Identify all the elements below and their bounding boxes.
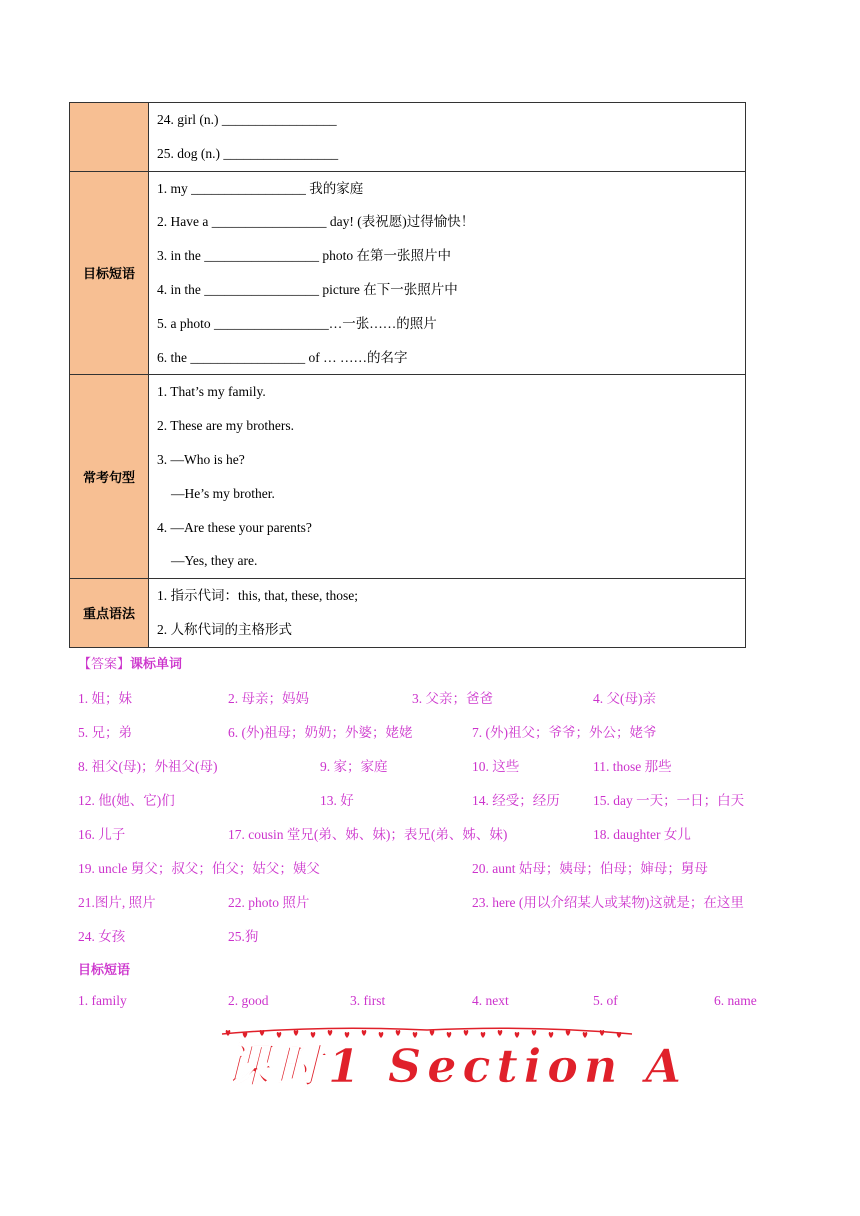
heart-ornament <box>532 1030 537 1036</box>
row-content <box>149 579 746 648</box>
table-line <box>157 544 745 578</box>
line-text: —Yes, they are. <box>171 553 258 569</box>
heart-ornament <box>294 1030 299 1036</box>
answer-item: 4. 父(母)亲 <box>593 691 656 706</box>
summary-table <box>69 102 746 648</box>
section-logo <box>222 1022 688 1093</box>
heart-ornament <box>226 1030 231 1036</box>
answer-item: 2. 母亲；妈妈 <box>228 691 309 706</box>
row-content <box>149 171 746 375</box>
answer-row <box>78 891 838 911</box>
heart-ornament <box>583 1032 588 1038</box>
answer-item: 20. aunt 姑母；姨母；伯母；婶母；舅母 <box>472 861 708 876</box>
answer-item: 18. daughter 女儿 <box>593 827 691 842</box>
heart-ornament <box>498 1030 503 1036</box>
table-row <box>70 375 746 579</box>
answer-item: 10. 这些 <box>472 759 520 774</box>
row-label: 重点语法 <box>70 579 149 648</box>
table-line: 24. girl (n.) _________________ <box>157 112 337 127</box>
heart-ornament <box>600 1030 605 1036</box>
answer-row <box>78 755 838 775</box>
answer-item: 5. of <box>593 993 618 1008</box>
row-content <box>149 103 746 172</box>
row-label: 目标短语 <box>70 171 149 375</box>
heart-ornament <box>464 1030 469 1036</box>
answer-item: 23. here (用以介绍某人或某物)这就是；在这里 <box>472 895 744 910</box>
answer-item: 25.狗 <box>228 929 259 944</box>
table-line: 4. in the _________________ picture 在下一张照片中 <box>157 281 458 297</box>
table-line: 4. —Are these your parents? <box>157 519 312 535</box>
heart-ornament <box>277 1032 282 1038</box>
answer-row <box>78 857 838 877</box>
answer-item: 16. 儿子 <box>78 827 126 842</box>
answer-row <box>78 823 838 843</box>
answer-item: 3. 父亲；爸爸 <box>412 691 493 706</box>
answer-section <box>78 653 838 1013</box>
answer-item: 6. (外)祖母；奶奶；外婆；姥姥 <box>228 725 413 740</box>
answer-item: 9. 家；家庭 <box>320 759 388 774</box>
table-line: 2. These are my brothers. <box>157 418 294 434</box>
table-line: 6. the _________________ of … ……的名字 <box>157 349 408 365</box>
answer-item: 22. photo 照片 <box>228 895 310 910</box>
answer-item: 1. 姐；妹 <box>78 691 132 706</box>
heart-ornament <box>413 1032 418 1038</box>
answer-item: 6. name <box>714 993 757 1008</box>
heart-ornament <box>379 1032 384 1038</box>
table-line: 25. dog (n.) _________________ <box>157 145 339 161</box>
table-line: 5. a photo _________________…一张……的照片 <box>157 315 437 331</box>
table-row <box>70 103 746 172</box>
table-line: 1. my _________________ 我的家庭 <box>157 180 364 196</box>
answer-item: 13. 好 <box>320 793 354 808</box>
answer-row <box>78 687 838 707</box>
answer-item: 5. 兄；弟 <box>78 725 132 740</box>
heart-garland <box>222 1028 632 1038</box>
answer-item: 2. good <box>228 993 269 1008</box>
answer-row <box>78 721 838 741</box>
heart-ornament <box>566 1030 571 1036</box>
phrase-title-row <box>78 959 838 979</box>
heart-ornament <box>311 1032 316 1038</box>
table-line: 2. Have a _________________ day! (表祝愿)过得愉快！ <box>157 214 475 230</box>
answer-heading: 课标单词 <box>130 657 183 672</box>
row-content <box>149 375 746 579</box>
answer-row <box>78 993 838 1013</box>
heart-ornament <box>430 1030 435 1036</box>
heart-ornament <box>362 1030 367 1036</box>
answer-item: 8. 祖父(母)；外祖父(母) <box>78 759 218 774</box>
table-line: 3. in the _________________ photo 在第一张照片中 <box>157 248 451 264</box>
heart-ornament <box>328 1030 333 1036</box>
answer-row <box>78 789 838 809</box>
heart-ornament <box>447 1032 452 1038</box>
table-row <box>70 579 746 648</box>
table-line <box>157 477 745 511</box>
heart-ornament <box>515 1032 520 1038</box>
answer-item: 14. 经受；经历 <box>472 793 560 808</box>
answer-item: 15. day 一天；一日；白天 <box>593 793 745 808</box>
table-line: 1. 指示代词：this, that, these, those; <box>157 588 358 604</box>
answer-row <box>78 925 838 945</box>
table-line: 1. That’s my family. <box>157 384 266 400</box>
answer-item: 11. those 那些 <box>593 759 672 774</box>
answer-item: 7. (外)祖父；爷爷；外公；姥爷 <box>472 725 657 740</box>
table-line: 2. 人称代词的主格形式 <box>157 621 292 637</box>
phrase-heading: 目标短语 <box>78 963 131 978</box>
heart-ornament <box>396 1030 401 1036</box>
answer-item: 17. cousin 堂兄(弟、姊、妹)；表兄(弟、姊、妹) <box>228 827 508 842</box>
table-row <box>70 171 746 375</box>
answer-bracket: 【答案】 <box>78 657 131 672</box>
answer-item: 12. 他(她、它)们 <box>78 793 175 808</box>
answer-item: 3. first <box>350 993 386 1008</box>
heart-ornament <box>481 1032 486 1038</box>
logo-text: 课时1 Section A <box>224 1039 688 1093</box>
row-label: 常考句型 <box>70 375 149 579</box>
answer-title <box>78 653 838 673</box>
heart-ornament <box>549 1032 554 1038</box>
line-text: —He’s my brother. <box>171 485 275 501</box>
answer-item: 21.图片, 照片 <box>78 895 156 910</box>
answer-item: 4. next <box>472 993 509 1008</box>
heart-ornament <box>345 1032 350 1038</box>
answer-item: 1. family <box>78 993 127 1008</box>
answer-item: 19. uncle 舅父；叔父；伯父；姑父；姨父 <box>78 861 320 876</box>
answer-item: 24. 女孩 <box>78 929 126 944</box>
table-line: 3. —Who is he? <box>157 451 245 467</box>
row-label <box>70 103 149 172</box>
